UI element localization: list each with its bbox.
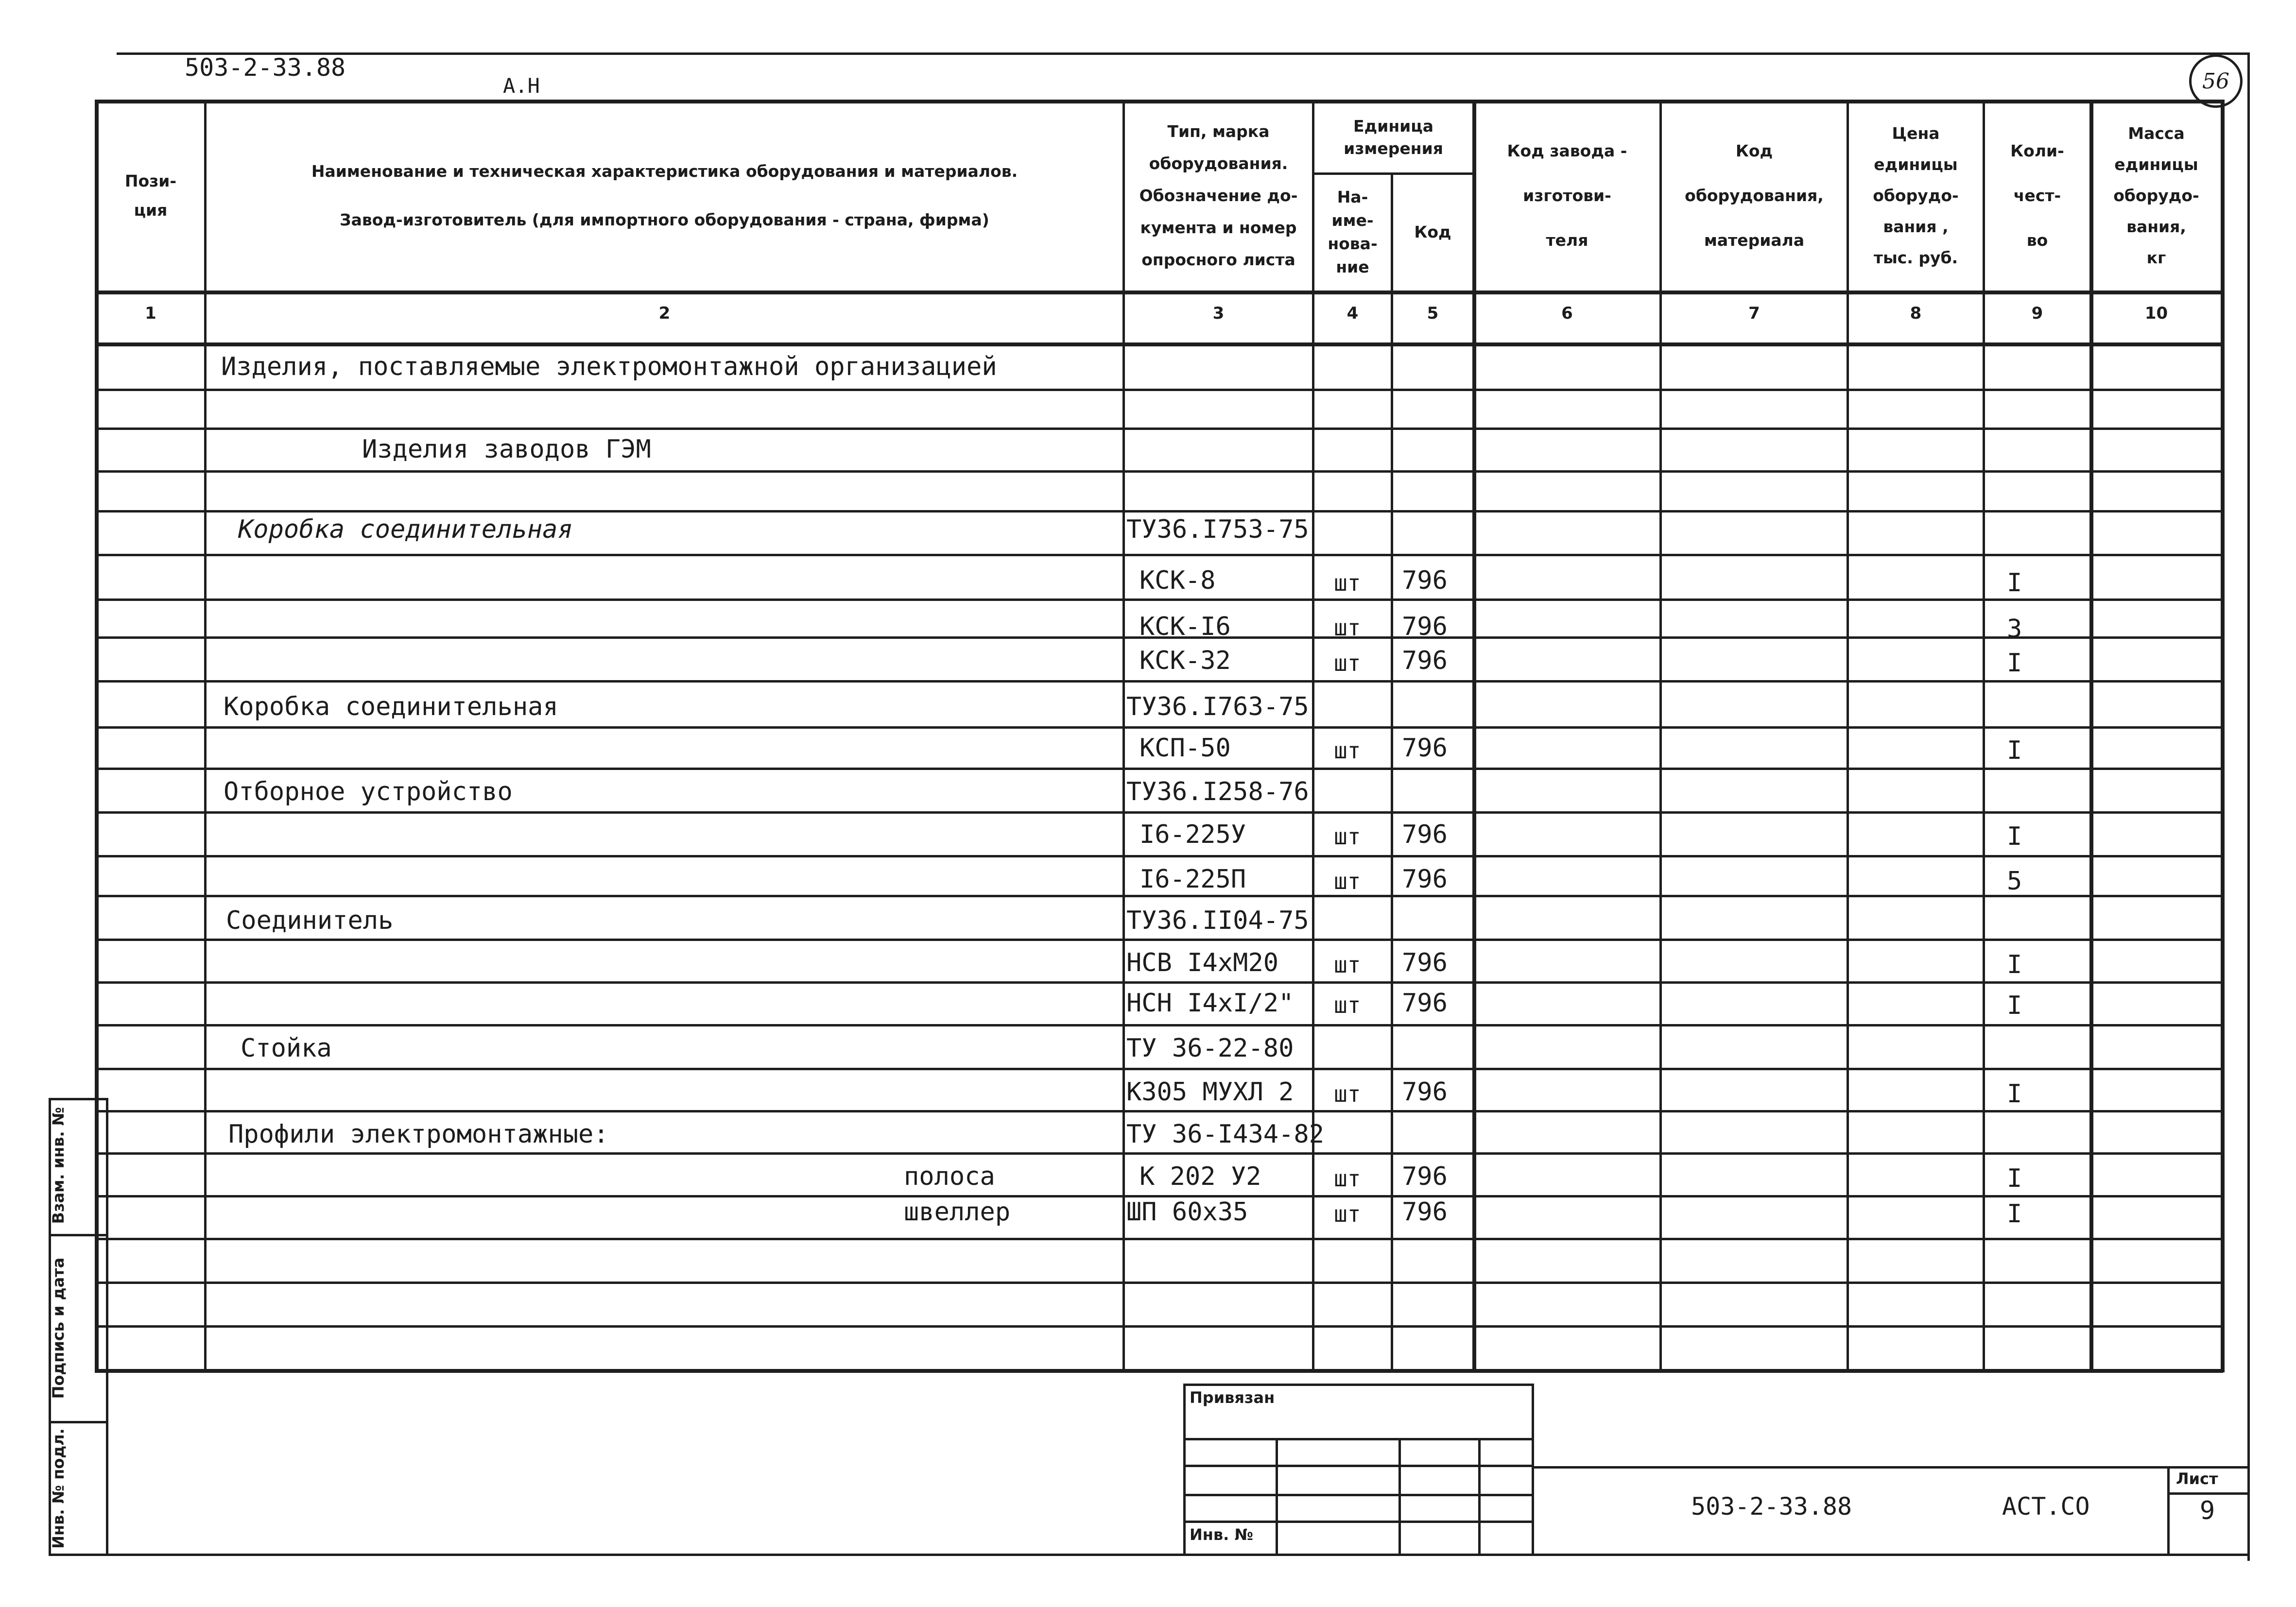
col-title-type: Тип, марка оборудования. Обозначение до- кумента и номер опросного листа [1139,121,1298,269]
col-line-6 [1659,100,1662,1372]
row-line [95,1024,2223,1026]
col-num-9: 9 [2031,304,2043,323]
row-18-code: 796 [1402,1197,1448,1227]
inv-label: Инв. № [1190,1525,1253,1544]
row-12-type: НСВ I4хМ20 [1126,948,1279,977]
row-line [95,1110,2223,1112]
row-4-type: КСК-I6 [1139,612,1231,641]
row-9-unit: шт [1334,823,1361,850]
row-3-type: КСК-8 [1139,566,1216,595]
col-line-5 [1472,100,1476,1372]
titleblock-left [1183,1384,1186,1554]
row-13-code: 796 [1402,989,1448,1018]
col-title-maker-code: Код завода - изготови- теля [1507,141,1627,250]
row-line [95,389,2223,391]
sheet-number: 9 [2199,1496,2215,1525]
row-5-unit: шт [1334,650,1361,676]
main-stamp-top [1532,1466,2248,1469]
row-13-unit: шт [1334,992,1361,1018]
col-title-price: Цена единицы оборудо- вания , тыс. руб. [1873,123,1959,267]
row-10-unit: шт [1334,868,1361,894]
row-3-code: 796 [1402,566,1448,595]
col-num-1: 1 [145,304,156,323]
col-title-unit-code: Код [1414,222,1451,241]
titleblock-doc-mark: АСТ.СО [2002,1492,2090,1521]
side-stamp-replace-inv: Взам. инв. № [49,1107,68,1224]
row-line [95,1238,2223,1240]
row-4-qty: 3 [2007,615,2022,644]
row-line [95,1325,2223,1328]
row-line [95,811,2223,814]
frame-bottom [49,1554,2250,1556]
row-17-type: К 202 У2 [1139,1162,1261,1191]
table-bottom-line [95,1369,2223,1373]
row-4-unit: шт [1334,615,1361,641]
row-line [95,598,2223,601]
col-num-7: 7 [1748,304,1760,323]
row-10-type: I6-225П [1139,865,1246,894]
row-line [95,855,2223,857]
col-line-4 [1391,172,1393,1372]
row-15-type: К305 МУХЛ 2 [1126,1077,1294,1107]
col-num-2: 2 [658,304,671,323]
row-2-name: Коробка соединительная [238,515,573,544]
row-7-code: 796 [1402,734,1448,763]
doc-code-top: 503-2-33.88 [185,53,346,82]
col-line-9 [2089,100,2093,1372]
row-7-unit: шт [1334,737,1361,764]
row-line [95,680,2223,683]
col-num-6: 6 [1561,304,1573,323]
col-line-7 [1847,100,1849,1372]
row-13-qty: I [2007,991,2022,1020]
album-mark: А.Н [503,74,540,98]
frame-top [117,52,2250,55]
titleblock-row-1 [1183,1438,1533,1440]
row-18-type: ШП 60х35 [1126,1197,1248,1227]
row-line [95,554,2223,556]
row-line [95,981,2223,984]
row-2-type: ТУ36.I753-75 [1126,515,1309,544]
frame-right [2247,52,2250,1561]
titleblock-col-1 [1276,1438,1278,1554]
titleblock-top [1183,1384,1533,1386]
numbers-bottom-line [95,342,2223,346]
col-title-name: Наименование и техническая характеристика оборудования и материалов. Завод-изготовитель (для импортного оборудования - страна, фирма) [311,161,1018,229]
col-num-3: 3 [1212,304,1225,323]
row-17-unit: шт [1334,1165,1361,1192]
row-10-qty: 5 [2007,867,2022,896]
row-14-name: Стойка [241,1034,332,1063]
row-7-type: КСП-50 [1139,734,1231,763]
row-17-code: 796 [1402,1162,1448,1191]
col-title-quantity: Коли- чест- во [2010,141,2064,250]
titleblock-right [1532,1384,1534,1554]
row-12-code: 796 [1402,948,1448,977]
row-4-code: 796 [1402,612,1448,641]
titleblock-doc-code: 503-2-33.88 [1691,1492,1852,1521]
col-num-4: 4 [1347,304,1359,323]
row-12-qty: I [2007,950,2022,979]
row-18-name: швеллер [904,1197,1011,1227]
titleblock-row-3 [1183,1494,1533,1496]
row-8-type: ТУ36.I258-76 [1126,777,1309,806]
col-line-right [2221,100,2225,1372]
col-num-8: 8 [1910,304,1922,323]
sheet-stamp-number: 56 [2202,68,2229,94]
row-7-qty: I [2007,736,2022,765]
col-line-left [95,100,99,1372]
row-line [95,939,2223,941]
row-line [95,1068,2223,1070]
titleblock-row-2 [1183,1465,1533,1467]
col-line-1 [204,100,207,1372]
row-5-code: 796 [1402,646,1448,675]
row-line [95,1152,2223,1155]
row-line [95,768,2223,770]
row-0-name: Изделия, поставляемые электромонтажной организацией [221,352,997,381]
row-18-unit: шт [1334,1201,1361,1227]
row-16-name: Профили электромонтажные: [228,1120,609,1149]
row-line [95,510,2223,513]
row-16-type: ТУ 36-I434-82 [1126,1120,1324,1149]
col-title-unit-name: На- име- нова- ние [1328,187,1378,276]
row-18-qty: I [2007,1199,2022,1229]
row-9-code: 796 [1402,820,1448,849]
row-8-name: Отборное устройство [224,777,513,806]
row-3-unit: шт [1334,570,1361,596]
row-13-type: НСН I4хI/2" [1126,989,1294,1018]
row-15-code: 796 [1402,1077,1448,1107]
row-12-unit: шт [1334,952,1361,978]
col-line-2 [1122,100,1125,1372]
col-title-unit-group: Единица измерения [1344,116,1443,158]
col-title-position: Пози- ция [124,171,177,220]
side-stamp-signature-date: Подпись и дата [49,1257,68,1399]
side-stamp-mid-border [106,1098,108,1555]
side-stamp-top [49,1098,107,1100]
col-line-3 [1312,100,1314,1372]
row-9-type: I6-225У [1139,820,1246,849]
col-title-mass: Масса единицы оборудо- вания, кг [2113,123,2199,267]
row-14-type: ТУ 36-22-80 [1126,1034,1294,1063]
row-6-name: Коробка соединительная [224,692,558,721]
row-11-name: Соединитель [226,906,394,935]
row-10-code: 796 [1402,865,1448,894]
titleblock-row-4 [1183,1521,1533,1523]
row-line [95,427,2223,430]
titleblock-col-2 [1398,1438,1401,1554]
row-9-qty: I [2007,822,2022,851]
row-17-qty: I [2007,1164,2022,1193]
header-bottom-line [95,291,2223,294]
col-num-5: 5 [1427,304,1439,323]
sheet-cell-divider [2167,1492,2247,1495]
side-stamp-sep-1 [49,1234,107,1236]
row-3-qty: I [2007,568,2022,598]
row-17-name: полоса [904,1162,995,1191]
col-num-10: 10 [2144,304,2168,323]
row-6-type: ТУ36.I763-75 [1126,692,1309,721]
col-title-equipment-code: Код оборудования, материала [1685,141,1824,250]
row-11-type: ТУ36.II04-75 [1126,906,1309,935]
row-1-name: Изделия заводов ГЭМ [362,435,651,464]
row-line [95,895,2223,897]
row-line [95,726,2223,729]
side-stamp-sep-2 [49,1421,107,1423]
titleblock-col-3 [1478,1438,1481,1554]
col-line-8 [1983,100,1985,1372]
bound-label: Привязан [1190,1388,1275,1407]
row-15-qty: I [2007,1079,2022,1109]
row-15-unit: шт [1334,1081,1361,1107]
row-line [95,1282,2223,1284]
row-line [95,470,2223,473]
row-5-type: КСК-32 [1139,646,1231,675]
sheet-label: Лист [2176,1470,2218,1488]
side-stamp-inv-original: Инв. № подл. [49,1428,68,1549]
row-5-qty: I [2007,649,2022,678]
